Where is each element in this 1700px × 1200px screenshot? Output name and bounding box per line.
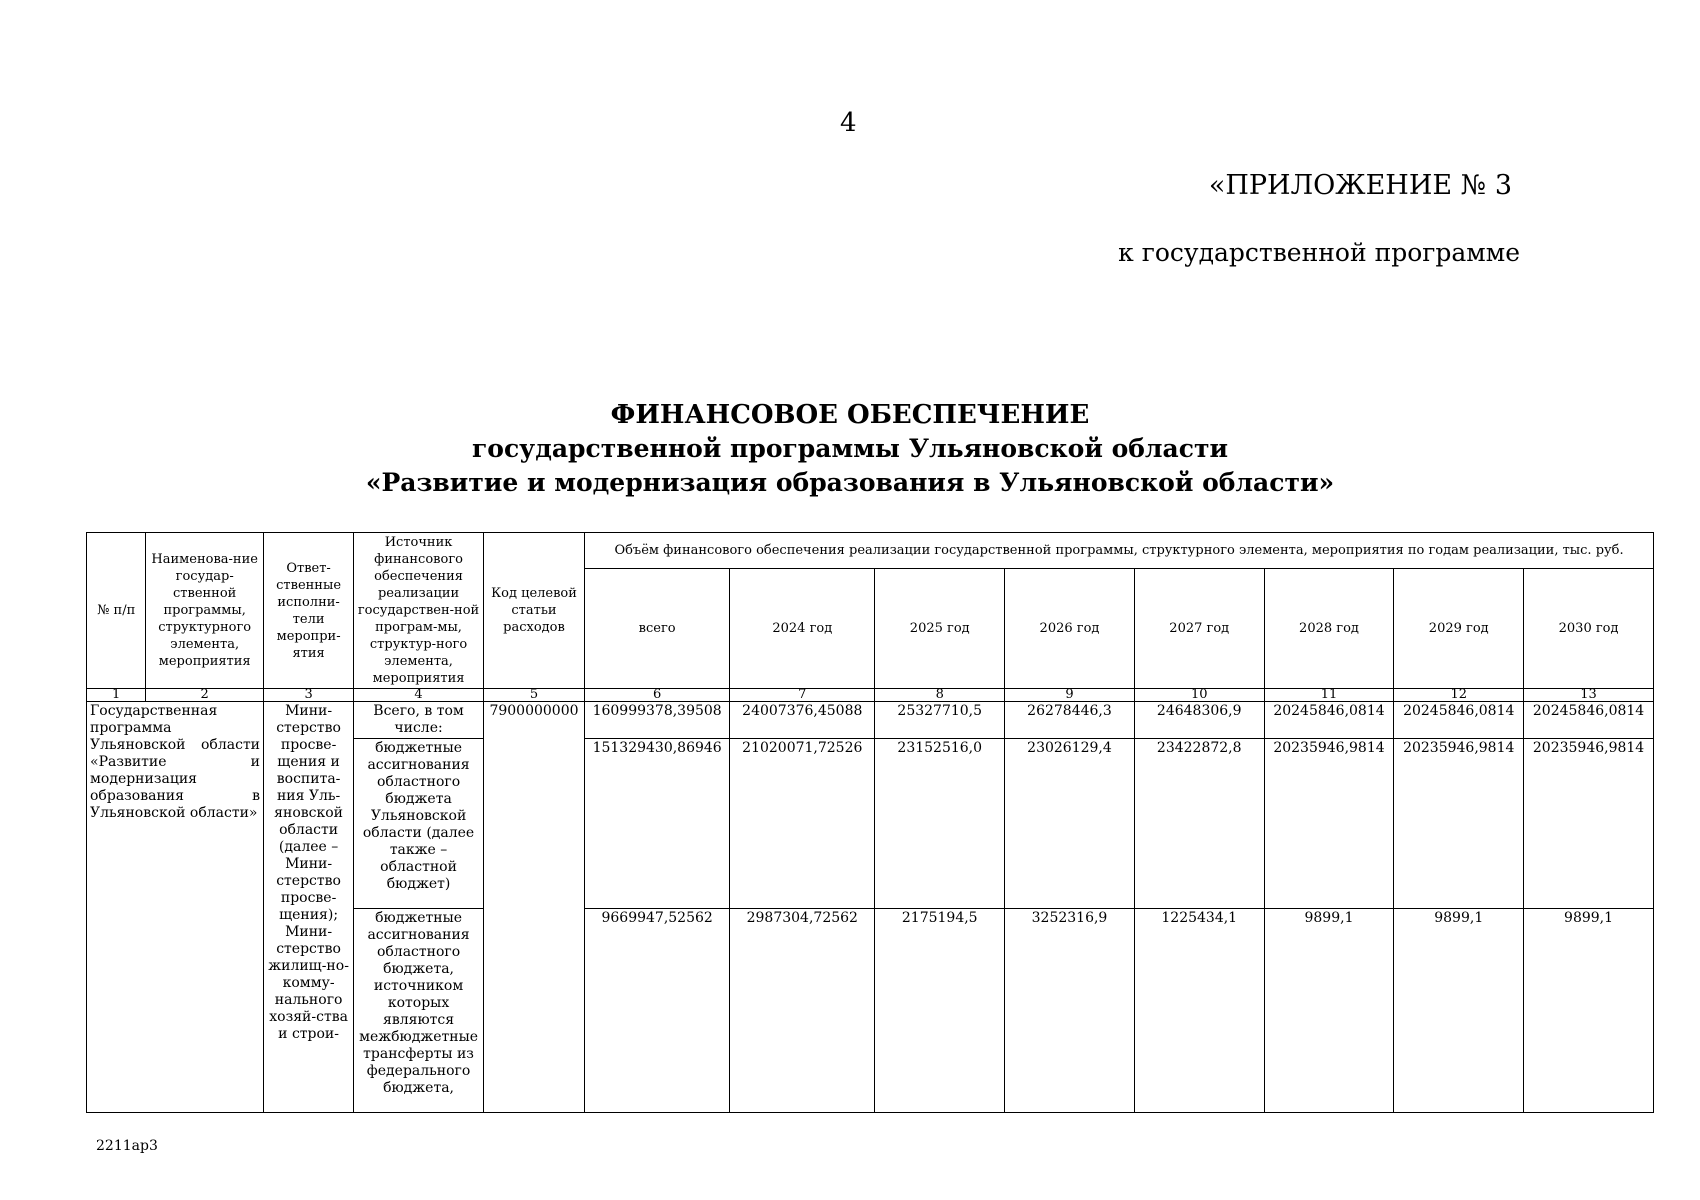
value-cell: 26278446,3 xyxy=(1005,702,1135,739)
page-number: 4 xyxy=(840,108,857,138)
header-year-2028: 2028 год xyxy=(1264,569,1394,689)
column-number: 13 xyxy=(1524,689,1654,702)
value-cell: 2175194,5 xyxy=(875,909,1005,1113)
header-year-2027: 2027 год xyxy=(1134,569,1264,689)
value-cell: 9899,1 xyxy=(1264,909,1394,1113)
header-year-2029: 2029 год xyxy=(1394,569,1524,689)
header-year-2030: 2030 год xyxy=(1524,569,1654,689)
source-cell: Всего, в том числе: xyxy=(354,702,484,739)
source-cell: бюджетные ассигнования областного бюджета Ульяновской области (далее также – областной бюджет) xyxy=(354,739,484,909)
value-cell: 25327710,5 xyxy=(875,702,1005,739)
column-number: 2 xyxy=(146,689,264,702)
document-code: 2211ар3 xyxy=(96,1138,158,1154)
appendix-title: «ПРИЛОЖЕНИЕ № 3 xyxy=(1208,170,1512,201)
value-cell: 23422872,8 xyxy=(1134,739,1264,909)
appendix-subtitle: к государственной программе xyxy=(1118,238,1520,267)
value-cell: 21020071,72526 xyxy=(730,739,875,909)
responsible-cell: Мини-стерство просве-щения и воспита-ния Уль-яновской области (далее – Мини-стерство просве-щения); Мини-стерство жилищ-но-комму-нального хозяй-ства и строи- xyxy=(264,702,354,1113)
header-code: Код целевой статьи расходов xyxy=(483,533,584,689)
column-number: 9 xyxy=(1005,689,1135,702)
value-cell: 24007376,45088 xyxy=(730,702,875,739)
header-responsible: Ответ-ственные исполни-тели меропри-ятия xyxy=(264,533,354,689)
value-cell: 20235946,9814 xyxy=(1524,739,1654,909)
document-title xyxy=(300,398,1400,500)
header-year-2026: 2026 год xyxy=(1005,569,1135,689)
header-volume: Объём финансового обеспечения реализации государственной программы, структурного элемента, мероприятия по годам реализации, тыс. руб. xyxy=(585,533,1654,569)
value-cell: 9899,1 xyxy=(1394,909,1524,1113)
value-cell: 1225434,1 xyxy=(1134,909,1264,1113)
value-cell: 151329430,86946 xyxy=(585,739,730,909)
header-num: № п/п xyxy=(87,533,146,689)
value-cell: 23026129,4 xyxy=(1005,739,1135,909)
header-year-2024: 2024 год xyxy=(730,569,875,689)
value-cell: 23152516,0 xyxy=(875,739,1005,909)
header-source: Источник финансового обеспечения реализации государствен-ной програм-мы, структур-ного элемента, мероприятия xyxy=(354,533,484,689)
column-number: 10 xyxy=(1134,689,1264,702)
value-cell: 3252316,9 xyxy=(1005,909,1135,1113)
financing-table xyxy=(86,532,1654,1113)
title-line-1: ФИНАНСОВОЕ ОБЕСПЕЧЕНИЕ xyxy=(610,400,1090,430)
title-line-2: государственной программы Ульяновской области xyxy=(471,434,1229,463)
column-number: 11 xyxy=(1264,689,1394,702)
value-cell: 20245846,0814 xyxy=(1524,702,1654,739)
value-cell: 2987304,72562 xyxy=(730,909,875,1113)
table-row xyxy=(87,702,1654,739)
value-cell: 20235946,9814 xyxy=(1394,739,1524,909)
value-cell: 20245846,0814 xyxy=(1264,702,1394,739)
column-number-row xyxy=(87,689,1654,702)
header-year-total: всего xyxy=(585,569,730,689)
header-year-2025: 2025 год xyxy=(875,569,1005,689)
value-cell: 9669947,52562 xyxy=(585,909,730,1113)
column-number: 12 xyxy=(1394,689,1524,702)
header-name: Наименова-ние государ-ственной программы, структурного элемента, мероприятия xyxy=(146,533,264,689)
column-number: 4 xyxy=(354,689,484,702)
value-cell: 9899,1 xyxy=(1524,909,1654,1113)
value-cell: 20245846,0814 xyxy=(1394,702,1524,739)
column-number: 5 xyxy=(483,689,584,702)
column-number: 6 xyxy=(585,689,730,702)
code-cell: 7900000000 xyxy=(483,702,584,1113)
column-number: 8 xyxy=(875,689,1005,702)
column-number: 7 xyxy=(730,689,875,702)
value-cell: 160999378,39508 xyxy=(585,702,730,739)
source-cell: бюджетные ассигнования областного бюджета, источником которых являются межбюджетные трансферты из федерального бюджета, xyxy=(354,909,484,1113)
value-cell: 24648306,9 xyxy=(1134,702,1264,739)
column-number: 3 xyxy=(264,689,354,702)
column-number: 1 xyxy=(87,689,146,702)
program-name-cell: Государственная программа Ульяновской области «Развитие и модернизация образования в Ульяновской области» xyxy=(87,702,264,1113)
title-line-3: «Развитие и модернизация образования в Ульяновской области» xyxy=(365,468,1335,497)
value-cell: 20235946,9814 xyxy=(1264,739,1394,909)
